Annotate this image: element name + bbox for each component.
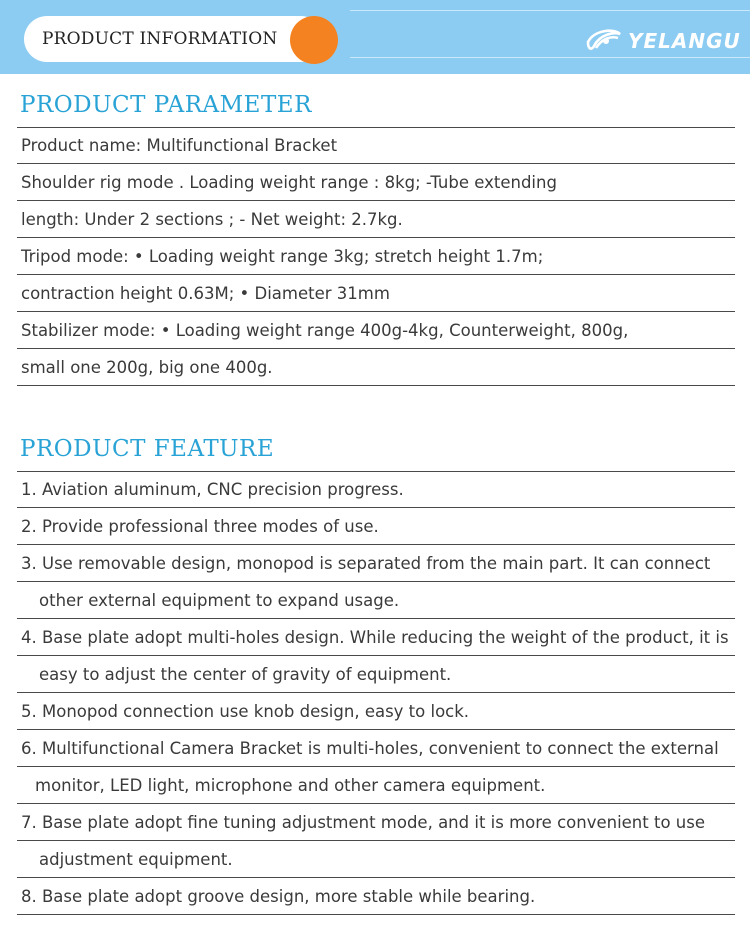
feature-row: adjustment equipment. xyxy=(17,841,735,878)
feature-row: easy to adjust the center of gravity of equipment. xyxy=(17,656,735,693)
parameter-list xyxy=(17,127,735,386)
feature-row: 1. Aviation aluminum, CNC precision progress. xyxy=(17,471,735,508)
parameter-row: Product name: Multifunctional Bracket xyxy=(17,127,735,164)
header-label: PRODUCT INFORMATION xyxy=(42,29,278,49)
feature-row: monitor, LED light, microphone and other camera equipment. xyxy=(17,767,735,804)
feature-row: 8. Base plate adopt groove design, more stable while bearing. xyxy=(17,878,735,915)
feature-row: 5. Monopod connection use knob design, easy to lock. xyxy=(17,693,735,730)
feature-row: 6. Multifunctional Camera Bracket is multi-holes, convenient to connect the external xyxy=(17,730,735,767)
brand-eye-icon xyxy=(586,28,622,54)
feature-row: 3. Use removable design, monopod is separated from the main part. It can connect xyxy=(17,545,735,582)
feature-row: other external equipment to expand usage. xyxy=(17,582,735,619)
parameter-row: small one 200g, big one 400g. xyxy=(17,349,735,386)
parameter-title: PRODUCT PARAMETER xyxy=(20,92,312,118)
parameter-row: Shoulder rig mode . Loading weight range : 8kg; -Tube extending xyxy=(17,164,735,201)
parameter-row: contraction height 0.63M; • Diameter 31mm xyxy=(17,275,735,312)
brand-logo xyxy=(586,26,741,56)
parameter-row: Tripod mode: • Loading weight range 3kg; stretch height 1.7m; xyxy=(17,238,735,275)
feature-row: 4. Base plate adopt multi-holes design. While reducing the weight of the product, it is xyxy=(17,619,735,656)
feature-row: 2. Provide professional three modes of use. xyxy=(17,508,735,545)
feature-list xyxy=(17,471,735,915)
orange-dot-icon xyxy=(290,16,338,64)
brand-name: YELANGU xyxy=(628,29,741,53)
feature-title: PRODUCT FEATURE xyxy=(20,436,275,462)
feature-row: 7. Base plate adopt fine tuning adjustment mode, and it is more convenient to use xyxy=(17,804,735,841)
parameter-row: length: Under 2 sections ; - Net weight: 2.7kg. xyxy=(17,201,735,238)
parameter-row: Stabilizer mode: • Loading weight range 400g-4kg, Counterweight, 800g, xyxy=(17,312,735,349)
